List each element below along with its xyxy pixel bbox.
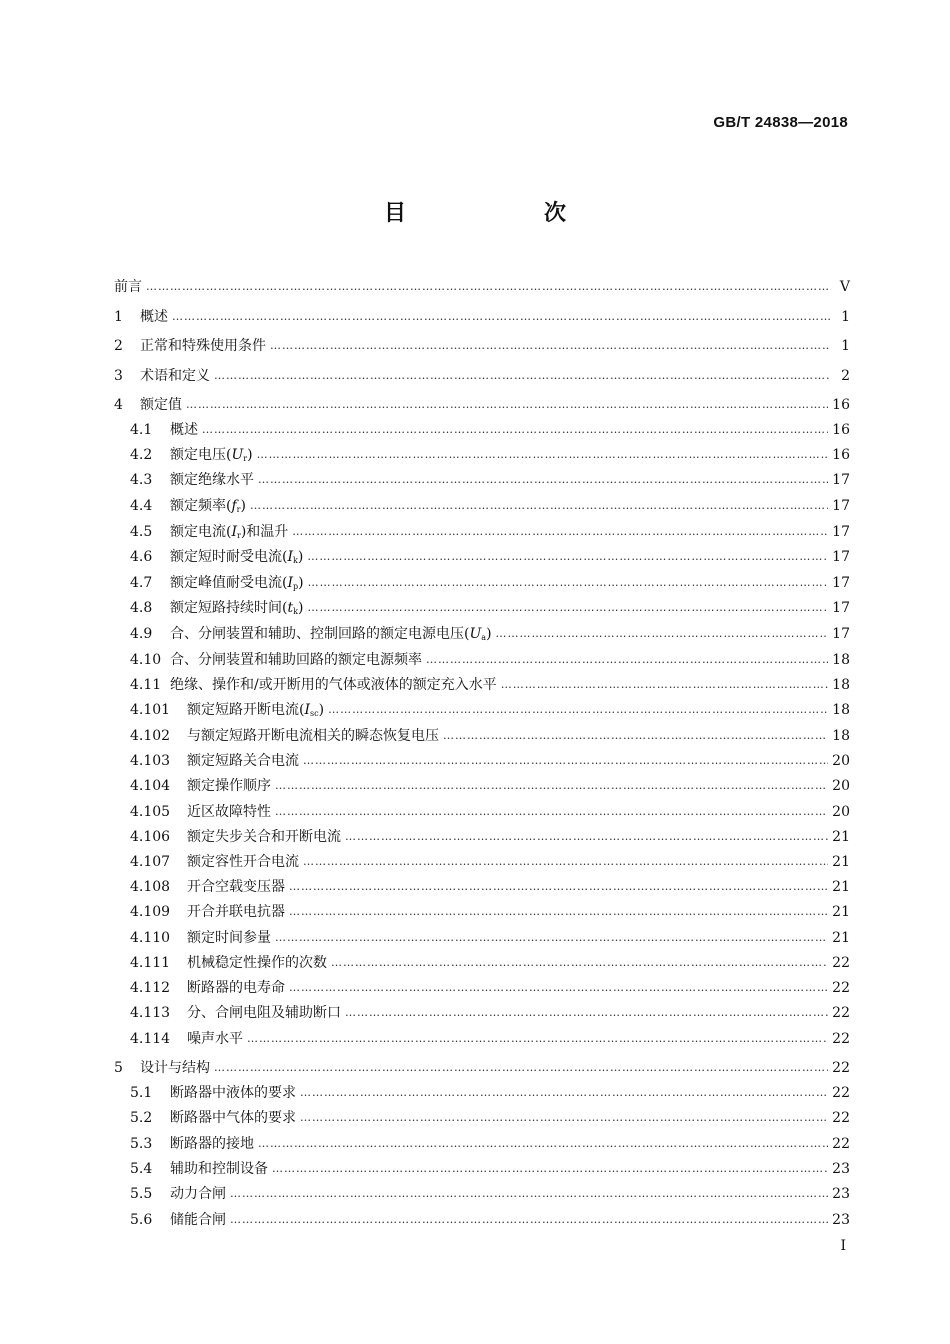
toc-entry[interactable]	[114, 419, 850, 441]
toc-entry-title: 设计与结构	[140, 1060, 210, 1076]
dot-leader	[289, 977, 828, 999]
toc-entry-number: 4.111	[130, 955, 171, 971]
dot-leader	[289, 876, 828, 898]
toc-entry-number: 4.1	[130, 422, 153, 438]
symbol-subscript: sc	[310, 709, 319, 718]
toc-entry[interactable]	[114, 1183, 850, 1205]
toc-entry-title: 额定绝缘水平	[170, 472, 254, 488]
toc-entry-title: 概述	[140, 309, 168, 325]
toc-entry-title-text: 额定频率(	[170, 498, 232, 514]
toc-entry[interactable]	[114, 597, 850, 619]
toc-entry-title-text: 额定电流(	[170, 524, 232, 540]
symbol-subscript: a	[481, 633, 487, 642]
toc-entry[interactable]	[114, 775, 850, 797]
toc-entry[interactable]	[114, 1028, 850, 1050]
toc-entry-number: 3	[114, 368, 123, 384]
toc-entry-number: 4.112	[130, 980, 171, 996]
toc-entry-title-end: )	[240, 498, 246, 514]
toc-entry-title	[170, 495, 246, 517]
dot-leader	[345, 826, 828, 848]
dot-leader	[275, 927, 828, 949]
dot-leader	[300, 1107, 828, 1129]
dot-leader	[289, 901, 828, 923]
toc-entry-number: 4.10	[130, 652, 162, 668]
toc-entry-title: 额定值	[140, 397, 182, 413]
toc-entry-page: 20	[832, 804, 850, 820]
toc-entry-title: 前言	[114, 279, 142, 295]
dot-leader	[146, 276, 830, 298]
toc-entry-number: 4.7	[130, 575, 153, 591]
toc-entry[interactable]	[114, 495, 850, 517]
toc-entry-number: 4.8	[130, 600, 153, 616]
toc-entry-page: 17	[832, 472, 850, 488]
toc-entry-number: 4.113	[130, 1005, 171, 1021]
toc-entry-title: 断路器中气体的要求	[170, 1110, 296, 1126]
toc-entry-number: 2	[114, 338, 123, 354]
toc-entry-page: 22	[832, 1005, 850, 1021]
symbol: U	[469, 626, 482, 642]
toc-entry-number: 4.105	[130, 804, 171, 820]
dot-leader	[214, 365, 830, 387]
dot-leader	[308, 572, 829, 594]
toc-entry-title-text: 额定电压(	[170, 447, 232, 463]
toc-entry-title-text: 额定峰值耐受电流(	[170, 575, 288, 591]
toc-entry[interactable]	[114, 1002, 850, 1024]
toc-entry-page: 22	[832, 980, 850, 996]
toc-entry-title: 断路器的电寿命	[187, 980, 285, 996]
toc-entry-number: 4.114	[130, 1031, 171, 1047]
toc-entry-number: 4.109	[130, 904, 171, 920]
dot-leader	[247, 1028, 828, 1050]
dot-leader	[186, 394, 828, 416]
toc-entry[interactable]	[114, 469, 850, 491]
page-number: I	[840, 1238, 846, 1254]
toc-entry-page: Ⅴ	[839, 279, 850, 295]
toc-entry-page: 22	[832, 1031, 850, 1047]
toc-entry-number: 4.102	[130, 728, 171, 744]
symbol: I	[231, 524, 237, 540]
toc-entry-number: 4.9	[130, 626, 153, 642]
toc-entry[interactable]	[114, 1158, 850, 1180]
toc-entry-page: 2	[841, 368, 850, 384]
toc-entry-number: 4	[114, 397, 123, 413]
toc-entry-page: 21	[832, 854, 850, 870]
toc-entry[interactable]	[114, 649, 850, 671]
toc-entry-page: 17	[832, 626, 850, 642]
toc-entry-page: 23	[832, 1212, 850, 1228]
toc-entry-title: 额定失步关合和开断电流	[187, 829, 341, 845]
toc-entry-page: 1	[841, 309, 850, 325]
toc-entry-title-end: )	[297, 549, 304, 565]
toc-entry-title: 近区故障特性	[187, 804, 271, 820]
toc-entry-page: 18	[832, 702, 850, 718]
toc-entry-title: 噪声水平	[187, 1031, 243, 1047]
symbol-subscript: r	[243, 454, 248, 463]
toc-entry-number: 4.107	[130, 854, 171, 870]
dot-leader	[443, 725, 828, 747]
toc-entry-number: 4.11	[130, 677, 162, 693]
toc-entry-title: 额定容性开合电流	[187, 854, 299, 870]
toc-entry-page: 17	[832, 575, 850, 591]
toc-entry-page: 1	[841, 338, 850, 354]
toc-entry-title: 开合并联电抗器	[187, 904, 285, 920]
toc-entry-title-end: )	[318, 702, 325, 718]
symbol: U	[231, 447, 244, 463]
dot-leader	[303, 851, 828, 873]
toc-entry-number: 4.4	[130, 498, 153, 514]
toc-entry-number: 4.108	[130, 879, 171, 895]
toc-entry-page: 22	[832, 955, 850, 971]
toc-entry-title	[170, 623, 492, 645]
toc-entry[interactable]	[114, 1107, 850, 1129]
dot-leader	[258, 469, 828, 491]
toc-entry-title: 概述	[170, 422, 198, 438]
toc-entry[interactable]	[114, 674, 850, 696]
toc-entry-title-text: 合、分闸装置和辅助、控制回路的额定电源电压(	[170, 626, 470, 642]
toc-entry[interactable]	[114, 901, 850, 923]
toc-entry-title: 合、分闸装置和辅助回路的额定电源频率	[170, 652, 422, 668]
toc-entry-page: 23	[832, 1161, 850, 1177]
toc-entry-title-text: 额定短路持续时间(	[170, 600, 288, 616]
toc-entry-title-end: )	[298, 575, 304, 591]
toc-entry-number: 4.106	[130, 829, 171, 845]
symbol-subscript: r	[236, 505, 241, 514]
toc-entry-page: 16	[832, 447, 850, 463]
toc-entry-page: 18	[832, 677, 850, 693]
dot-leader	[250, 495, 828, 517]
toc-entry-number: 5.3	[130, 1136, 153, 1152]
dot-leader	[230, 1209, 828, 1231]
dot-leader	[300, 1082, 828, 1104]
toc-entry[interactable]	[114, 521, 850, 543]
symbol-subscript: p	[293, 582, 299, 591]
toc-entry-number: 4.110	[130, 930, 171, 946]
toc-entry-title: 额定操作顺序	[187, 778, 271, 794]
toc-entry-page: 17	[832, 498, 850, 514]
toc-entry-title-text: 额定短时耐受电流(	[170, 549, 288, 565]
symbol-subscript: k	[293, 607, 298, 616]
toc-entry-number: 5.6	[130, 1212, 153, 1228]
toc-entry-title-end: )和温升	[240, 524, 289, 540]
toc-entry-title: 正常和特殊使用条件	[140, 338, 266, 354]
dot-leader	[272, 1158, 828, 1180]
toc-entry-page: 16	[832, 422, 850, 438]
dot-leader	[331, 952, 828, 974]
toc-entry-number: 4.101	[130, 702, 171, 718]
toc-entry-number: 4.6	[130, 549, 153, 565]
toc-entry-page: 22	[832, 1136, 850, 1152]
toc-entry-title: 与额定短路开断电流相关的瞬态恢复电压	[187, 728, 439, 744]
toc-entry-title: 辅助和控制设备	[170, 1161, 268, 1177]
toc-entry-page: 20	[832, 753, 850, 769]
toc-entry-title: 储能合闸	[170, 1212, 226, 1228]
symbol: t	[287, 600, 294, 616]
toc-entry[interactable]	[114, 335, 850, 357]
toc-entry-number: 5.1	[130, 1085, 153, 1101]
dot-leader	[275, 801, 828, 823]
toc-entry-title	[170, 572, 304, 594]
symbol: I	[287, 575, 293, 591]
toc-entry[interactable]	[114, 725, 850, 747]
dot-leader	[496, 623, 829, 645]
toc-entry-number: 5.5	[130, 1186, 153, 1202]
dot-leader	[303, 750, 828, 772]
toc-entry-title: 断路器的接地	[170, 1136, 254, 1152]
toc-entry-page: 22	[832, 1110, 850, 1126]
toc-entry[interactable]	[114, 444, 850, 466]
toc-entry-title: 额定短路关合电流	[187, 753, 299, 769]
dot-leader	[307, 546, 828, 568]
toc-entry-title	[170, 546, 303, 568]
toc-entry-page: 16	[832, 397, 850, 413]
toc-entry[interactable]	[114, 750, 850, 772]
toc-entry-title	[170, 521, 288, 543]
toc-entry-title: 开合空载变压器	[187, 879, 285, 895]
toc-entry[interactable]	[114, 699, 850, 721]
toc-entry-page: 22	[832, 1060, 850, 1076]
symbol-subscript: r	[237, 531, 241, 540]
toc-entry[interactable]	[114, 306, 850, 328]
toc-entry-number: 5.4	[130, 1161, 153, 1177]
dot-leader	[345, 1002, 828, 1024]
dot-leader	[230, 1183, 828, 1205]
toc-entry[interactable]	[114, 546, 850, 568]
toc-entry-number: 4.103	[130, 753, 171, 769]
dot-leader	[275, 775, 828, 797]
toc-entry-title	[170, 444, 253, 466]
toc-entry-page: 18	[832, 652, 850, 668]
page-title: 目 次	[383, 201, 624, 226]
symbol-subscript: k	[293, 556, 298, 565]
symbol: f	[231, 498, 237, 514]
dot-leader	[172, 306, 830, 328]
toc-entry-number: 4.5	[130, 524, 153, 540]
toc-entry[interactable]	[114, 572, 850, 594]
toc-entry-page: 20	[832, 778, 850, 794]
dot-leader	[270, 335, 830, 357]
toc-entry-title-text: 额定短路开断电流(	[187, 702, 305, 718]
toc-entry-title-end: )	[297, 600, 304, 616]
dot-leader	[257, 444, 829, 466]
toc-entry[interactable]	[114, 365, 850, 387]
toc-entry-title	[187, 699, 324, 721]
toc-entry-page: 17	[832, 524, 850, 540]
toc-entry-title: 分、合闸电阻及辅助断口	[187, 1005, 341, 1021]
toc-entry-title: 断路器中液体的要求	[170, 1085, 296, 1101]
toc-entry[interactable]	[114, 1209, 850, 1231]
toc-entry-number: 4.3	[130, 472, 153, 488]
standard-code: GB/T 24838—2018	[713, 114, 848, 131]
symbol: I	[304, 702, 310, 718]
toc-entry-page: 17	[832, 549, 850, 565]
toc-entry-title: 动力合闸	[170, 1186, 226, 1202]
toc-entry-page: 21	[832, 930, 850, 946]
toc-entry-number: 5	[114, 1060, 123, 1076]
toc-entry-title	[170, 597, 303, 619]
toc-entry[interactable]	[114, 876, 850, 898]
toc-entry-page: 21	[832, 879, 850, 895]
toc-entry[interactable]	[114, 826, 850, 848]
toc-entry-number: 4.2	[130, 447, 153, 463]
toc-entry[interactable]	[114, 623, 850, 645]
toc-entry-page: 17	[832, 600, 850, 616]
toc-entry-page: 18	[832, 728, 850, 744]
toc-entry-title: 绝缘、操作和/或开断用的气体或液体的额定充入水平	[170, 677, 497, 693]
dot-leader	[202, 419, 828, 441]
toc-entry-title-end: )	[486, 626, 492, 642]
toc-entry-number: 5.2	[130, 1110, 153, 1126]
toc-entry-title: 机械稳定性操作的次数	[187, 955, 327, 971]
toc-entry-number: 1	[114, 309, 123, 325]
toc-entry-page: 23	[832, 1186, 850, 1202]
toc-entry-title: 术语和定义	[140, 368, 210, 384]
dot-leader	[426, 649, 828, 671]
toc-entry-title-end: )	[247, 447, 253, 463]
toc-entry[interactable]	[114, 851, 850, 873]
toc-entry-page: 22	[832, 1085, 850, 1101]
dot-leader	[501, 674, 828, 696]
toc-entry[interactable]	[114, 276, 850, 298]
toc-entry[interactable]	[114, 1082, 850, 1104]
symbol: I	[287, 549, 293, 565]
toc-entry[interactable]	[114, 394, 850, 416]
toc-entry[interactable]	[114, 1133, 850, 1155]
toc-entry-page: 21	[832, 904, 850, 920]
toc-entry-page: 21	[832, 829, 850, 845]
toc-entry[interactable]	[114, 927, 850, 949]
toc-entry[interactable]	[114, 952, 850, 974]
dot-leader	[307, 597, 828, 619]
toc-entry[interactable]	[114, 1057, 850, 1079]
toc-entry-title: 额定时间参量	[187, 930, 271, 946]
toc-entry[interactable]	[114, 977, 850, 999]
toc-entry-number: 4.104	[130, 778, 171, 794]
toc-entry[interactable]	[114, 801, 850, 823]
dot-leader	[328, 699, 828, 721]
dot-leader	[258, 1133, 828, 1155]
dot-leader	[214, 1057, 828, 1079]
dot-leader	[292, 521, 828, 543]
